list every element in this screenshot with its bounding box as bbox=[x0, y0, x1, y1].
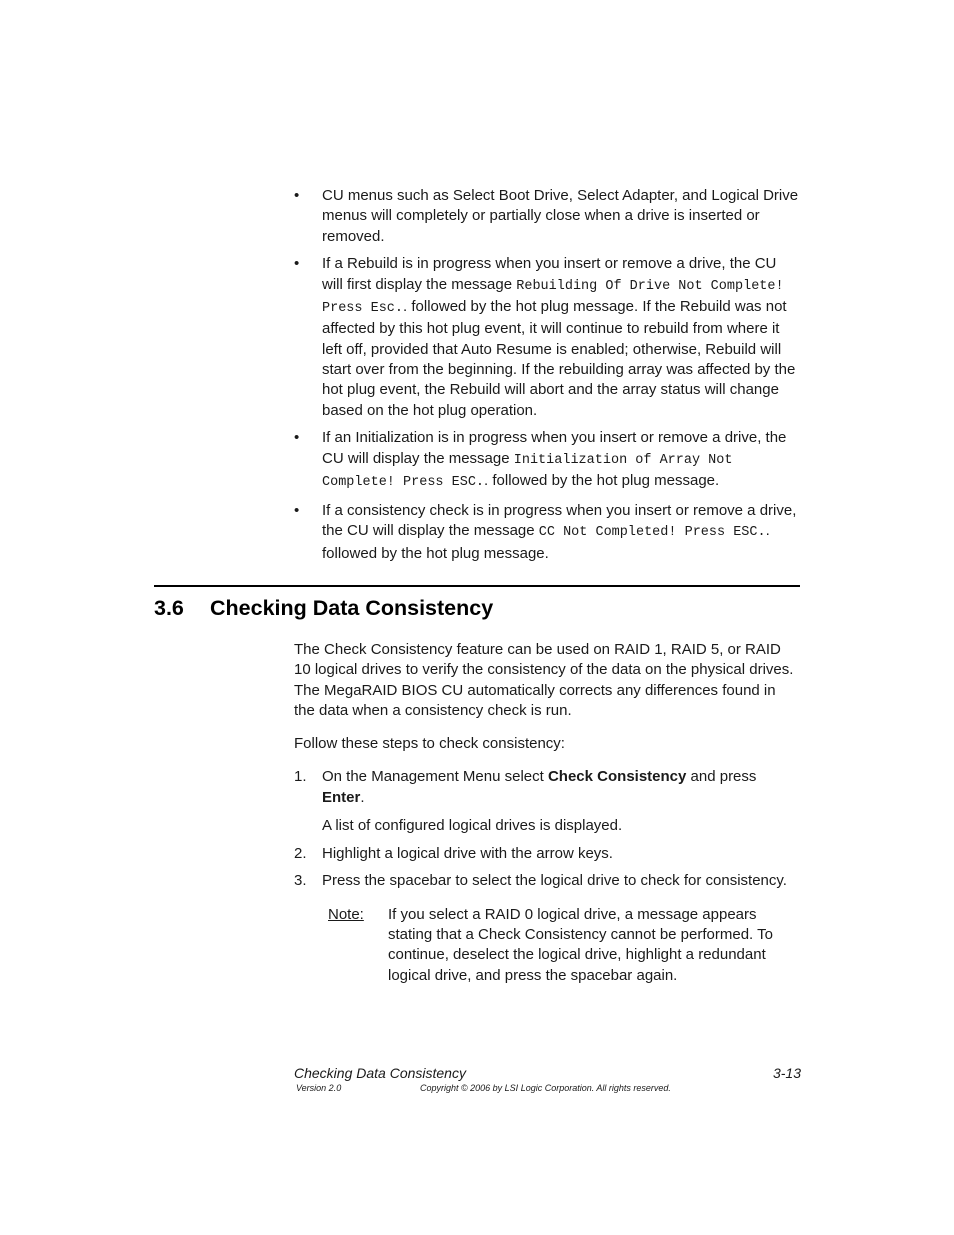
step-item bbox=[294, 844, 800, 864]
text-run: On the Management Menu select bbox=[322, 768, 548, 786]
bullet-marker: • bbox=[294, 501, 300, 519]
section-heading bbox=[154, 596, 493, 621]
text-run: CU menus such as Select Boot Drive, Select Adapter, and Logical Drive menus will completely or partially close when a drive is inserted or removed. bbox=[322, 187, 799, 245]
bold-term: Check Consistency bbox=[547, 768, 687, 786]
note-label: Note: bbox=[328, 905, 364, 923]
bullet-marker: • bbox=[294, 429, 300, 447]
console-message: Rebuilding Of Drive Not Complete! Press Esc. bbox=[322, 278, 784, 317]
step-item bbox=[294, 767, 800, 808]
bullet-item bbox=[294, 186, 800, 247]
bullet-item bbox=[294, 501, 800, 564]
step-number: 3. bbox=[294, 872, 307, 890]
section-number: 3.6 bbox=[154, 596, 184, 620]
bullet-item bbox=[294, 428, 800, 493]
text-run: . followed by the hot plug message. If the Rebuild was not affected by this hot plug event, it will continue to rebuild from where it left off, provided that Auto Resume is enabled; otherwise, Rebuild will start over from the beginning. If the rebuilding array was affected by the hot plug event, the Rebuild will abort and the array status will change based on the hot plug operation. bbox=[322, 298, 796, 419]
bullet-list bbox=[294, 186, 800, 571]
step-number: 1. bbox=[294, 768, 307, 786]
text-run: If a consistency check is in progress when you insert or remove a drive, the CU will display the message bbox=[322, 501, 797, 540]
section-rule bbox=[154, 585, 800, 587]
footer-version: Version 2.0 bbox=[296, 1083, 342, 1093]
bullet-marker: • bbox=[294, 255, 300, 273]
text-run: If a Rebuild is in progress when you insert or remove a drive, the CU will first display the message bbox=[322, 255, 777, 293]
footer-copyright: Copyright © 2006 by LSI Logic Corporation. All rights reserved. bbox=[420, 1083, 671, 1093]
text-run: . bbox=[360, 788, 365, 806]
text-run: and press bbox=[686, 768, 757, 786]
bullet-item bbox=[294, 254, 800, 420]
intro-paragraph: The Check Consistency feature can be used on RAID 1, RAID 5, or RAID 10 logical drives to verify the consistency of the data on the physical drives. The MegaRAID BIOS CU automatically corrects any differences found in the data when a consistency check is run. bbox=[294, 641, 794, 719]
steps-list bbox=[294, 767, 800, 891]
footer-section-title: Checking Data Consistency bbox=[294, 1065, 466, 1081]
console-message: Initialization of Array Not Complete! Press ESC. bbox=[322, 452, 733, 491]
text-run: . followed by the hot plug message. bbox=[484, 472, 720, 490]
text-run: If an Initialization is in progress when you insert or remove a drive, the CU will display the message bbox=[322, 429, 787, 467]
step-result-text: A list of configured logical drives is displayed. bbox=[322, 816, 623, 834]
bullet-marker: • bbox=[294, 187, 300, 204]
text-run: . followed by the hot plug message. bbox=[322, 522, 770, 562]
text-run: Press the spacebar to select the logical drive to check for consistency. bbox=[322, 872, 787, 890]
console-message: CC Not Completed! Press ESC. bbox=[538, 525, 766, 541]
section-title: Checking Data Consistency bbox=[210, 596, 494, 620]
footer-page-number: 3-13 bbox=[772, 1065, 801, 1081]
step-number: 2. bbox=[294, 844, 307, 862]
section-body bbox=[294, 640, 800, 986]
step-item bbox=[294, 871, 800, 891]
note-text: If you select a RAID 0 logical drive, a message appears stating that a Check Consistency cannot be performed. To continue, deselect the logical drive, highlight a redundant logical drive, and press the spacebar again. bbox=[388, 905, 773, 984]
bold-term: Enter bbox=[322, 788, 361, 806]
running-footer bbox=[294, 1065, 801, 1081]
text-run: Highlight a logical drive with the arrow keys. bbox=[322, 844, 613, 862]
follow-steps-text: Follow these steps to check consistency: bbox=[294, 735, 565, 753]
note-block bbox=[328, 905, 800, 986]
